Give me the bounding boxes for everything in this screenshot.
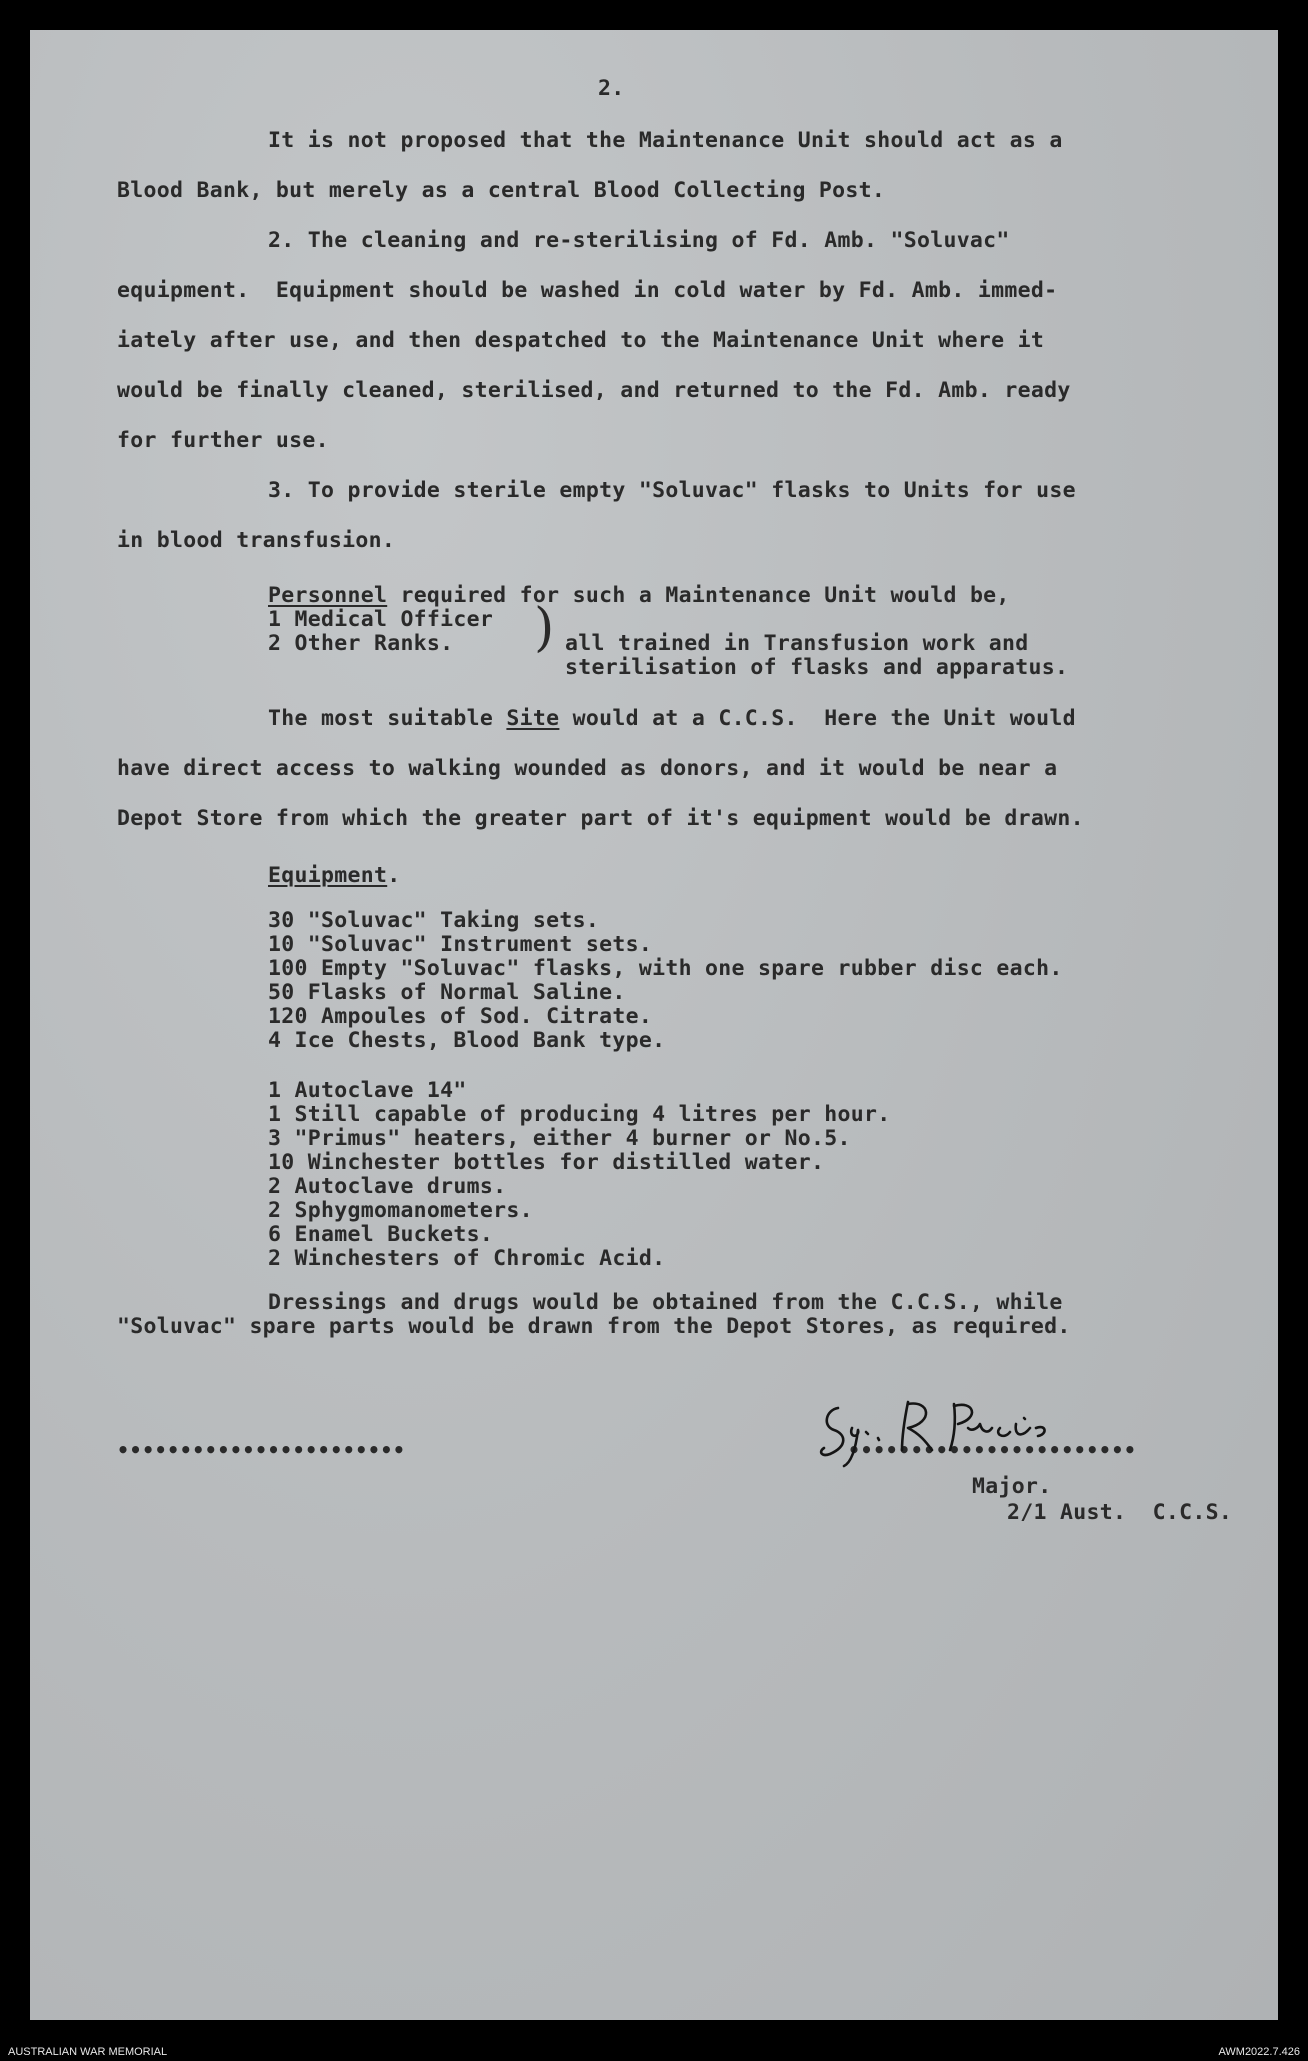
- site-line-1: [268, 706, 1076, 731]
- site-post: would at a C.C.S. Here the Unit would: [559, 706, 1076, 731]
- personnel-item-2: 2 Other Ranks.: [268, 631, 454, 656]
- equipment-item: 3 "Primus" heaters, either 4 burner or No.5.: [268, 1126, 851, 1151]
- equipment-item: 1 Autoclave 14": [268, 1078, 467, 1103]
- equipment-item: 10 "Soluvac" Instrument sets.: [268, 932, 653, 957]
- signatory-rank: Major.: [972, 1474, 1052, 1499]
- equipment-item: 10 Winchester bottles for distilled water.: [268, 1150, 825, 1175]
- personnel-heading: Personnel: [268, 583, 388, 608]
- document-page: [30, 30, 1278, 2020]
- dotted-line-left: •••••••••••••••••••••••: [117, 1438, 406, 1462]
- para2-line-3: iately after use, and then despatched to the Maintenance Unit where it: [117, 328, 1045, 353]
- intro-line-2: Blood Bank, but merely as a central Blood Collecting Post.: [117, 178, 886, 203]
- personnel-item-1: 1 Medical Officer: [268, 607, 494, 632]
- site-pre: The most suitable: [268, 706, 507, 731]
- closing-line-2: "Soluvac" spare parts would be drawn from the Depot Stores, as required.: [117, 1314, 1071, 1339]
- signature: [808, 1388, 1108, 1468]
- personnel-note-2: sterilisation of flasks and apparatus.: [565, 655, 1069, 680]
- intro-line-1: It is not proposed that the Maintenance Unit should act as a: [268, 128, 1063, 153]
- para2-line-4: would be finally cleaned, sterilised, and returned to the Fd. Amb. ready: [117, 378, 1071, 403]
- equipment-item: 30 "Soluvac" Taking sets.: [268, 908, 600, 933]
- signatory-unit: 2/1 Aust. C.C.S.: [1007, 1500, 1233, 1525]
- para3-line-1: 3. To provide sterile empty "Soluvac" flasks to Units for use: [268, 478, 1076, 503]
- equipment-heading-line: [268, 863, 400, 888]
- equipment-heading: Equipment: [268, 863, 388, 888]
- equipment-item: 4 Ice Chests, Blood Bank type.: [268, 1028, 666, 1053]
- equipment-item: 2 Sphygmomanometers.: [268, 1198, 533, 1223]
- page-number: 2.: [598, 76, 625, 101]
- personnel-heading-rest: required for such a Maintenance Unit would be,: [387, 583, 1010, 608]
- equipment-item: 2 Autoclave drums.: [268, 1174, 507, 1199]
- para2-line-2: equipment. Equipment should be washed in cold water by Fd. Amb. immed-: [117, 278, 1058, 303]
- footer-institution: AUSTRALIAN WAR MEMORIAL: [8, 2046, 168, 2058]
- site-word: Site: [506, 706, 560, 731]
- equipment-item: 6 Enamel Buckets.: [268, 1222, 494, 1247]
- equipment-heading-suffix: .: [387, 863, 401, 888]
- equipment-item: 1 Still capable of producing 4 litres per hour.: [268, 1102, 891, 1127]
- personnel-brace: ): [534, 598, 555, 658]
- para3-line-2: in blood transfusion.: [117, 528, 396, 553]
- site-line-3: Depot Store from which the greater part of it's equipment would be drawn.: [117, 806, 1084, 831]
- equipment-item: 120 Ampoules of Sod. Citrate.: [268, 1004, 653, 1029]
- personnel-heading-line: [268, 583, 1010, 608]
- footer-catalog-number: AWM2022.7.426: [1218, 2046, 1300, 2058]
- para2-line-5: for further use.: [117, 428, 329, 453]
- equipment-item: 100 Empty "Soluvac" flasks, with one spare rubber disc each.: [268, 956, 1063, 981]
- para2-line-1: 2. The cleaning and re-sterilising of Fd. Amb. "Soluvac": [268, 228, 1010, 253]
- equipment-item: 2 Winchesters of Chromic Acid.: [268, 1246, 666, 1271]
- equipment-item: 50 Flasks of Normal Saline.: [268, 980, 626, 1005]
- closing-line-1: Dressings and drugs would be obtained from the C.C.S., while: [268, 1290, 1063, 1315]
- personnel-note-1: all trained in Transfusion work and: [565, 631, 1029, 656]
- site-line-2: have direct access to walking wounded as donors, and it would be near a: [117, 756, 1058, 781]
- dotted-line-right: •••••••••••••••••••••••: [848, 1438, 1137, 1462]
